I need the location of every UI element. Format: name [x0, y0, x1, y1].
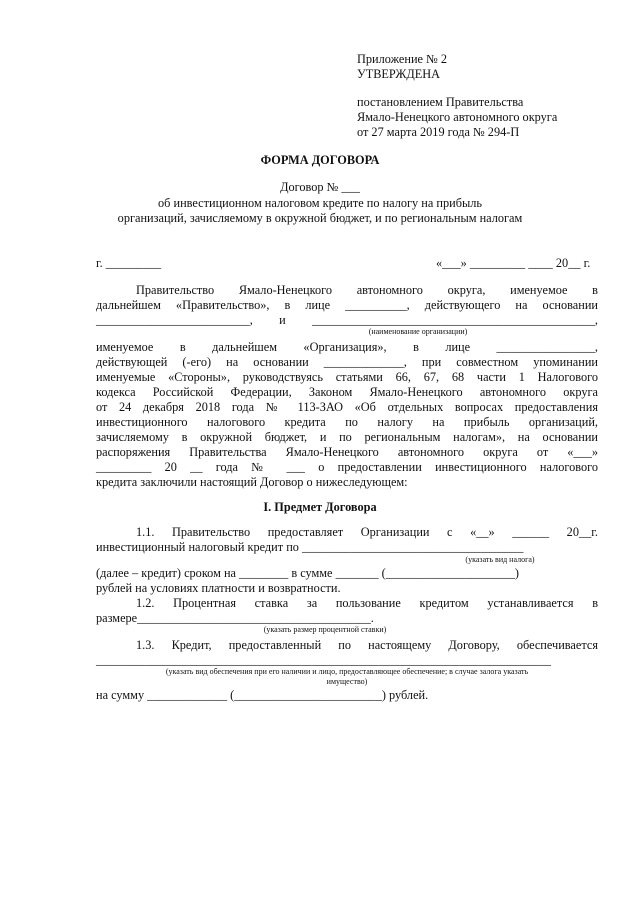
caption-tax-type: (указать вид налога): [465, 555, 535, 564]
decree-line-3: от 27 марта 2019 года № 294-П: [357, 125, 520, 139]
caption-security-line-2: имущество): [326, 677, 368, 686]
approved-label: УТВЕРЖДЕНА: [357, 67, 441, 81]
date-field: «___» _________ ____ 20__ г.: [436, 256, 591, 270]
preamble-line-12: _________ 20 __ года № ___ о предоставлении инвестиционного налогового: [96, 460, 598, 474]
preamble-line-3: _________________________, и ______________________________________________,: [96, 313, 598, 327]
decree-line-1: постановлением Правительства: [357, 95, 524, 109]
preamble-line-10: зачисляемому в окружной бюджет, и по региональным налогам», на основании: [96, 430, 598, 444]
decree-line-2: Ямало-Ненецкого автономного округа: [357, 110, 558, 124]
preamble-line-1: Правительство Ямало-Ненецкого автономного округа, именуемое в: [136, 283, 598, 297]
preamble-line-13: кредита заключили настоящий Договор о нижеследующем:: [96, 475, 408, 489]
clause-1-3-line-1: 1.3. Кредит, предоставленный по настоящему Договору, обеспечивается: [136, 638, 598, 652]
clause-1-2-line-1: 1.2. Процентная ставка за пользование кредитом устанавливается в: [136, 596, 598, 610]
preamble-line-11: распоряжения Правительства Ямало-Ненецкого автономного округа от «___»: [96, 445, 598, 459]
caption-organization: (наименование организации): [368, 327, 468, 336]
city-field: г. _________: [96, 256, 162, 270]
contract-subtitle-2: организаций, зачисляемому в окружной бюджет, и по региональным налогам: [117, 211, 523, 225]
caption-interest-rate: (указать размер процентной ставки): [263, 625, 387, 634]
preamble-line-6: именуемые «Стороны», руководствуясь статьями 66, 67, 68 части 1 Налогового: [96, 370, 598, 384]
preamble-line-9: инвестиционного налогового кредита по налогу на прибыль организаций,: [96, 415, 598, 429]
clause-1-1-line-2: инвестиционный налоговый кредит по ____________________________________: [96, 540, 524, 554]
caption-security-line-1: (указать вид обеспечения при его наличии и лицо, предоставляющее обеспечение; в случае залога указать: [165, 667, 529, 676]
contract-subtitle-1: об инвестиционном налоговом кредите по налогу на прибыль: [158, 196, 482, 210]
section-1-title: I. Предмет Договора: [263, 500, 377, 514]
clause-1-1-line-4: рублей на условиях платности и возвратности.: [96, 581, 341, 595]
preamble-line-8: от 24 декабря 2018 года № 113-ЗАО «Об отдельных вопросах предоставления: [96, 400, 598, 414]
clause-1-3-line-2: __________________________________________________________________________: [96, 653, 551, 667]
appendix-label: Приложение № 2: [357, 52, 448, 66]
form-title: ФОРМА ДОГОВОРА: [260, 153, 380, 167]
preamble-line-4: именуемое в дальнейшем «Организация», в лице ________________,: [96, 340, 598, 354]
clause-1-1-line-3: (далее – кредит) сроком на ________ в сумме _______ (_____________________): [96, 566, 519, 580]
preamble-line-2: дальнейшем «Правительство», в лице __________, действующего на основании: [96, 298, 598, 312]
clause-1-1-line-1: 1.1. Правительство предоставляет Организации с «__» ______ 20__г.: [136, 525, 598, 539]
clause-1-3-line-3: на сумму _____________ (________________________) рублей.: [96, 688, 429, 702]
clause-1-2-line-2: размере______________________________________.: [96, 611, 374, 625]
contract-number: Договор № ___: [280, 180, 360, 194]
preamble-line-5: действующей (-его) на основании _____________, при совместном упоминании: [96, 355, 598, 369]
preamble-line-7: кодекса Российской Федерации, Законом Ямало-Ненецкого автономного округа: [96, 385, 598, 399]
